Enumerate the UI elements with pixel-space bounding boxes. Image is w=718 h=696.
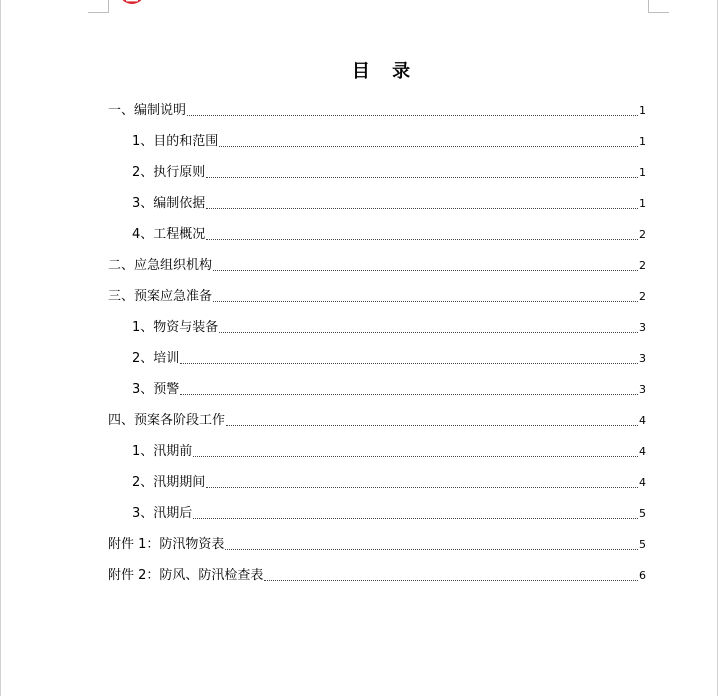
toc-entry[interactable] [132,436,646,460]
toc-entry-label: 4、工程概况 [132,227,206,242]
toc-dot-leader [213,269,638,271]
toc-dot-leader [193,455,638,457]
toc-entry-label: 二、应急组织机构 [108,258,213,273]
toc-dot-leader [219,145,638,147]
toc-dot-leader [193,517,638,519]
toc-page-number: 3 [639,321,646,334]
toc-entry-label: 3、编制依据 [132,196,206,211]
toc-entry-label: 3、预警 [132,382,180,397]
toc-page-number: 1 [639,166,646,179]
toc-dot-leader [226,424,638,426]
toc-page-number: 1 [639,135,646,148]
toc-dot-leader [213,300,638,302]
crop-mark-top-left [88,0,109,13]
toc-page-number: 4 [639,414,646,427]
toc-entry-label: 一、编制说明 [108,103,187,118]
toc-entry-label: 2、培训 [132,351,180,366]
toc-page-number: 3 [639,352,646,365]
toc-page-number: 4 [639,445,646,458]
toc-page-number: 4 [639,476,646,489]
toc-entry[interactable] [132,467,646,491]
toc-dot-leader [225,548,638,550]
toc-entry-label: 附件 1：防汛物资表 [108,537,225,552]
toc-dot-leader [180,393,638,395]
toc-page-number: 5 [639,538,646,551]
toc-entry-label: 3、汛期后 [132,506,193,521]
toc-entry-label: 1、汛期前 [132,444,193,459]
toc-entry[interactable] [132,188,646,212]
toc-entry-label: 四、预案各阶段工作 [108,413,226,428]
toc-entry-label: 2、执行原则 [132,165,206,180]
toc-entry[interactable] [108,560,646,584]
toc-page-number: 1 [639,197,646,210]
toc-page-number: 6 [639,569,646,582]
toc-entry[interactable] [108,250,646,274]
toc-entry[interactable] [132,498,646,522]
toc-entry-label: 1、物资与装备 [132,320,219,335]
toc-page-number: 2 [639,228,646,241]
toc-dot-leader [187,114,638,116]
toc-entry-label: 1、目的和范围 [132,134,219,149]
toc-dot-leader [206,238,638,240]
toc-page-number: 5 [639,507,646,520]
toc-entry[interactable] [108,281,646,305]
toc-title: 目 录 [351,61,419,82]
toc-entry-label: 三、预案应急准备 [108,289,213,304]
toc-dot-leader [206,207,638,209]
toc-entry[interactable] [108,405,646,429]
toc-dot-leader [219,331,638,333]
toc-dot-leader [206,486,638,488]
toc-entry[interactable] [132,219,646,243]
toc-entry[interactable] [132,343,646,367]
company-logo-icon [117,0,147,6]
toc-entry[interactable] [108,95,646,119]
toc-dot-leader [206,176,638,178]
toc-dot-leader [264,579,638,581]
toc-page-number: 2 [639,259,646,272]
toc-page-number: 1 [639,104,646,117]
toc-entry[interactable] [132,157,646,181]
toc-dot-leader [180,362,638,364]
toc-entry[interactable] [132,312,646,336]
toc-entry-label: 2、汛期期间 [132,475,206,490]
toc-entry[interactable] [108,529,646,553]
crop-mark-top-right [648,0,669,13]
page-edge-left [0,0,1,696]
toc-page-number: 2 [639,290,646,303]
toc-entry[interactable] [132,374,646,398]
toc-entry-label: 附件 2：防风、防汛检查表 [108,568,264,583]
toc-entry[interactable] [132,126,646,150]
toc-page-number: 3 [639,383,646,396]
